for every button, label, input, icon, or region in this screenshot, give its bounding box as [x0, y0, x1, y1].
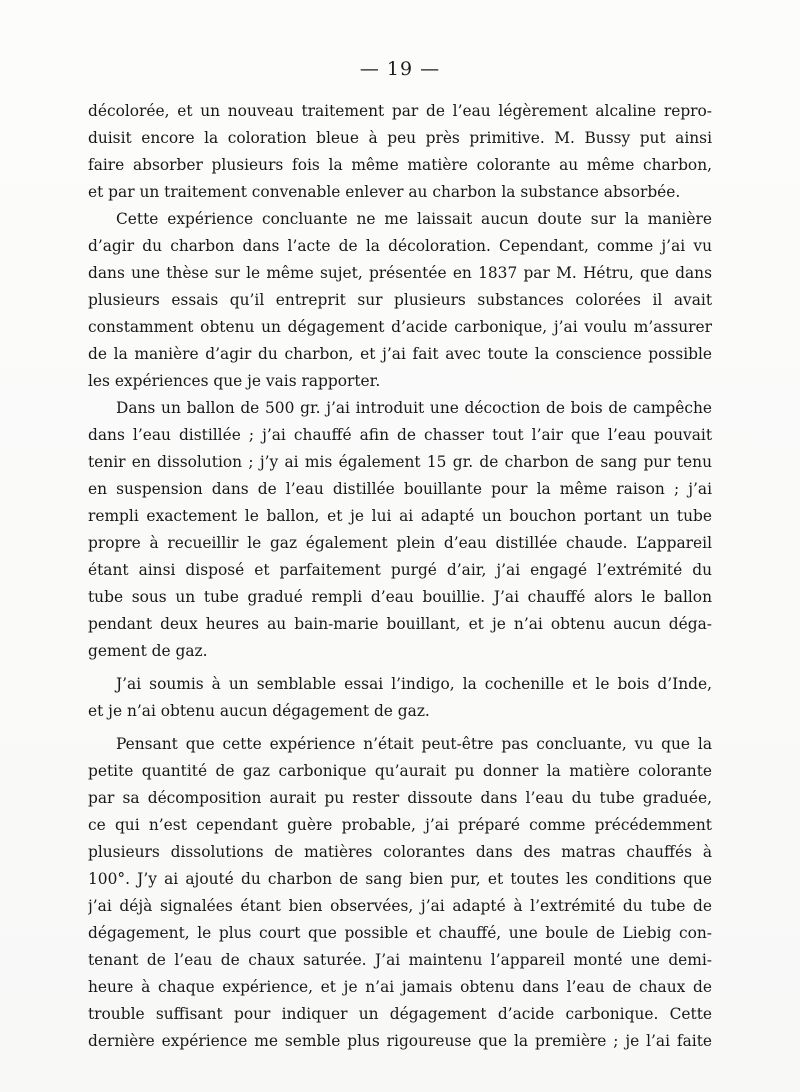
paragraph-5 [88, 731, 712, 1055]
text-line: par sa décomposition aurait pu rester dissoute dans l’eau du tube graduée, [88, 789, 712, 807]
text-line: dans une thèse sur le même sujet, présentée en 1837 par M. Hétru, que dans [88, 264, 712, 282]
page-number: — 19 — [359, 58, 441, 80]
text-line: étant ainsi disposé et parfaitement purgé d’air, j’ai engagé l’extrémité du [88, 561, 712, 579]
text-line: d’agir du charbon dans l’acte de la décoloration. Cependant, comme j’ai vu [88, 237, 712, 255]
text-line: tenir en dissolution ; j’y ai mis également 15 gr. de charbon de sang pur tenu [88, 453, 712, 471]
paragraph-4 [88, 671, 712, 725]
text-line: heure à chaque expérience, et je n’ai jamais obtenu dans l’eau de chaux de [88, 978, 712, 996]
paragraph-2 [88, 206, 712, 395]
text-line: j’ai déjà signalées étant bien observées, j’ai adapté à l’extrémité du tube de [88, 897, 712, 915]
text-line: plusieurs dissolutions de matières colorantes dans des matras chauffés à [88, 843, 712, 861]
text-line: gement de gaz. [88, 642, 208, 660]
text-line: 100°. J’y ai ajouté du charbon de sang bien pur, et toutes les conditions que [88, 870, 712, 888]
text-line: duisit encore la coloration bleue à peu près primitive. M. Bussy put ainsi [88, 129, 712, 147]
text-line: tenant de l’eau de chaux saturée. J’ai maintenu l’appareil monté une demi- [88, 951, 712, 969]
text-line: et je n’ai obtenu aucun dégagement de gaz. [88, 702, 430, 720]
text-line: de la manière d’agir du charbon, et j’ai fait avec toute la conscience possible [88, 345, 712, 363]
text-line: ce qui n’est cependant guère probable, j’ai préparé comme précédemment [88, 816, 712, 834]
text-line: faire absorber plusieurs fois la même matière colorante au même charbon, [88, 156, 712, 174]
text-line: dégagement, le plus court que possible et chauffé, une boule de Liebig con- [88, 924, 712, 942]
text-line: Cette expérience concluante ne me laissait aucun doute sur la manière [116, 210, 712, 228]
text-line: petite quantité de gaz carbonique qu’aurait pu donner la matière colorante [88, 762, 712, 780]
text-line: plusieurs essais qu’il entreprit sur plusieurs substances colorées il avait [88, 291, 712, 309]
text-line: J’ai soumis à un semblable essai l’indigo, la cochenille et le bois d’Inde, [116, 675, 712, 693]
text-line: Pensant que cette expérience n’était peut-être pas concluante, vu que la [116, 735, 712, 753]
body-text [88, 98, 712, 1055]
text-line: rempli exactement le ballon, et je lui ai adapté un bouchon portant un tube [88, 507, 712, 525]
text-line: dans l’eau distillée ; j’ai chauffé afin de chasser tout l’air que l’eau pouvait [88, 426, 712, 444]
text-line: décolorée, et un nouveau traitement par de l’eau légèrement alcaline repro- [88, 102, 712, 120]
text-line: et par un traitement convenable enlever au charbon la substance absorbée. [88, 183, 681, 201]
text-line: trouble suffisant pour indiquer un dégagement d’acide carbonique. Cette [88, 1005, 712, 1023]
text-line: Dans un ballon de 500 gr. j’ai introduit une décoction de bois de campêche [116, 399, 712, 417]
paragraph-1 [88, 98, 712, 206]
text-line: pendant deux heures au bain-marie bouillant, et je n’ai obtenu aucun déga- [88, 615, 712, 633]
text-line: dernière expérience me semble plus rigoureuse que la première ; je l’ai faite [88, 1032, 712, 1050]
text-line: constamment obtenu un dégagement d’acide carbonique, j’ai voulu m’assurer [88, 318, 712, 336]
text-line: les expériences que je vais rapporter. [88, 372, 381, 390]
text-line: propre à recueillir le gaz également plein d’eau distillée chaude. L’appareil [88, 534, 712, 552]
text-line: tube sous un tube gradué rempli d’eau bouillie. J’ai chauffé alors le ballon [88, 588, 712, 606]
paragraph-3 [88, 395, 712, 665]
text-line: en suspension dans de l’eau distillée bouillante pour la même raison ; j’ai [88, 480, 712, 498]
